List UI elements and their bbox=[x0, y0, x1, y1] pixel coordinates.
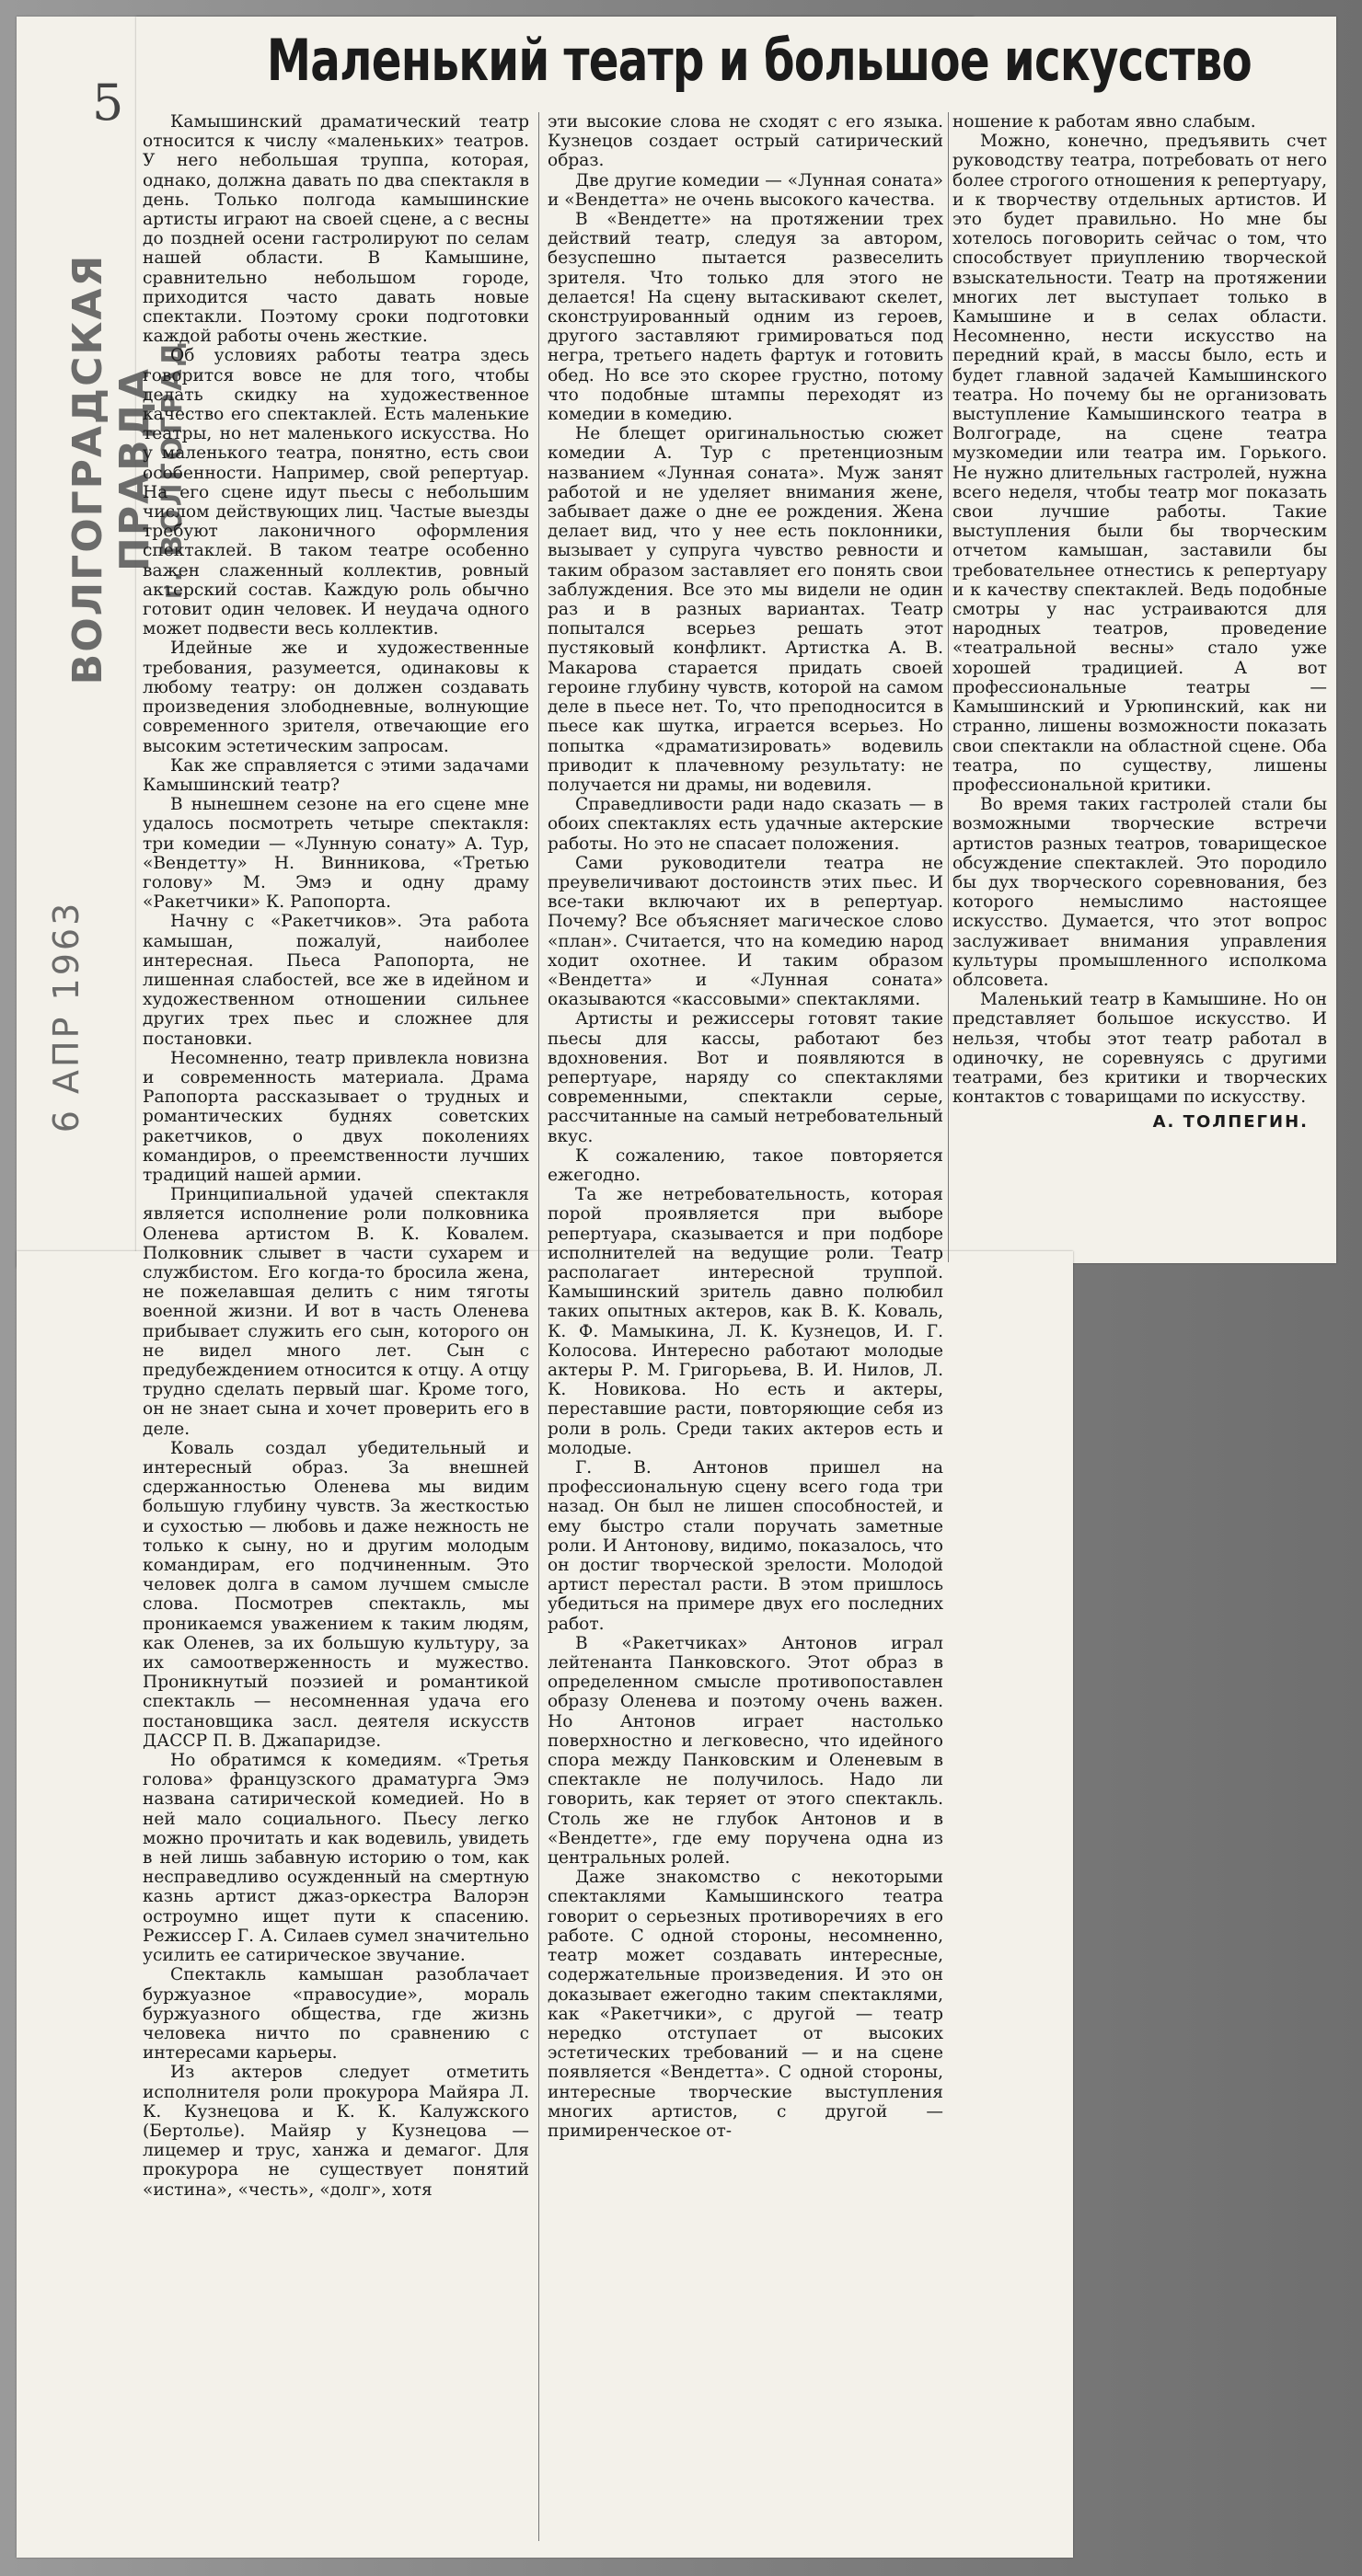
paragraph: В «Вендетте» на протяжении трех действий театр, следуя за автором, безуспешно пытается развеселить зрителя. Что только для этого не делается! На сцену вытаскивают скелет, сконструированный одним из героев, другого заставляют гримироваться под негра, третьего надеть фартук и готовить обед. Но все это скорее грустно, потому что подобные штампы переходят из комедии в комедию. bbox=[548, 210, 943, 425]
paragraph: ношение к работам явно слабым. bbox=[952, 112, 1256, 132]
stamp-city: г. ВОЛГОГРАД bbox=[156, 339, 189, 600]
article-title: Маленький театр и большое искусство bbox=[266, 26, 1252, 94]
paragraph: В «Ракетчиках» Антонов играл лейтенанта Панковского. Этот образ в определенном смысле противопоставлен образу Оленева и поэтому очень важен. Но Антонов играет настолько поверхностно и легковесно, что идейного спора между Панковским и Оленевым в спектакле не получилось. Надо ли говорить, как теряет от этого спектакль. Столь же не глубок Антонов и в «Вендетте», где ему поручена одна из центральных ролей. bbox=[548, 1633, 943, 1869]
paragraph: Идейные же и художественные требования, разумеется, одинаковы к любому театру: он должен создавать произведения злободневные, волнующие современного зрителя, отвечающие его высоким эстетическим запросам. bbox=[143, 638, 529, 756]
stamp-newspaper-name: ВОЛГОГРАДСКАЯ ПРАВДА bbox=[64, 253, 158, 685]
article-column-1 bbox=[143, 112, 529, 2200]
newspaper-stamp bbox=[37, 253, 189, 754]
handwritten-margin-mark: 5 bbox=[92, 74, 124, 132]
paragraph: Артисты и режиссеры готовят такие пьесы для кассы, работают без вдохновения. Вот и появляются в репертуаре, наряду со спектаклями современными, спектакли серые, рассчитанные на самый нетребовательный вкус. bbox=[548, 1009, 943, 1146]
paragraph: Даже знакомство с некоторыми спектаклями Камышинского театра говорит о серьезных противоречиях в его работе. С одной стороны, несомненно, театр может создавать интересные, содержательные произведения. И это он доказывает ежегодно таким спектаклями, как «Ракетчики», с другой — театр нередко отступает от высоких эстетических требований — и на сцене появляется «Вендетта». С одной стороны, интересные творческие выступления многих артистов, с другой — примиренческое от- bbox=[548, 1868, 943, 2141]
paragraph: Начну с «Ракетчиков». Эта работа камышан, пожалуй, наиболее интересная. Пьеса Рапопорта, не лишенная слабостей, все же в идейном и художественном отношении сильнее других трех пьес и сложнее для постановки. bbox=[143, 912, 529, 1049]
paragraph: эти высокие слова не сходят с его языка. Кузнецов создает острый сатирический образ. bbox=[548, 112, 943, 171]
article-column-2 bbox=[548, 112, 943, 2141]
paragraph: Можно, конечно, предъявить счет руководству театра, потребовать от него более строгого отношения к репертуару, и к творчеству отдельных артистов. И это будет правильно. Но мне бы хотелось поговорить сейчас о том, что способствует приуплению творческой взыскательности. Театр на протяжении многих лет выступает только в Камышине и в селах области. Несомненно, нести искусство на передний край, в массы было, есть и будет главной задачей Камышинского театра. Но почему бы не организовать выступление Камышинского театра в Волгограде, на сцене театра музкомедии или театра им. Горького. Не нужно длительных гастролей, нужна всего неделя, чтобы театр мог показать свои лучшие работы. Такие выступления были бы творческим отчетом камышан, заставили бы требовательнее отнестись к репертуару и к качеству спектаклей. Ведь подобные смотры у нас устраиваются для народных театров, проведение «театральной весны» стало уже хорошей традицией. А вот профессиональные театры — Камышинский и Урюпинский, как ни странно, лишены возможности показать свои спектакли на областной сцене. Оба театра, по существу, лишены профессиональной критики. bbox=[952, 132, 1327, 795]
date-stamp bbox=[28, 856, 110, 1187]
paragraph: Из актеров следует отметить исполнителя роли прокурора Майяра Л. К. Кузнецова и К. К. Калужского (Бертолье). Майяр у Кузнецова — лицемер и трус, ханжа и демагог. Для прокурора не существует понятий «истина», «честь», «долг», хотя bbox=[143, 2063, 529, 2200]
paragraph: Сами руководители театра не преувеличивают достоинств этих пьес. И все-таки включают их в репертуар. Почему? Все объясняет магическое слово «план». Считается, что на комедию народ ходит охотнее. И таким образом «Вендетта» и «Лунная соната» оказываются «кассовыми» спектаклями. bbox=[548, 853, 943, 1010]
paragraph: Не блещет оригинальностью сюжет комедии А. Тур с претенциозным названием «Лунная соната». Муж занят работой и не уделяет внимания жене, забывает даже о дне ее рождения. Жена делает вид, что у нее есть поклонники, вызывает у супруга чувство ревности и таким образом заставляет его понять свои заблуждения. Все это мы видели не один раз и в разных вариантах. Театр попытался всерьез решать этот пустяковый конфликт. Артистка А. В. Макарова старается придать своей героине глубину чувств, которой на самом деле в пьесе нет. То, что преподносится в пьесе как шутка, играется всерьез. Но попытка «драматизировать» водевиль приводит к плачевному результату: не получается ни драмы, ни водевиля. bbox=[548, 424, 943, 795]
paragraph: Та же нетребовательность, которая порой проявляется при выборе репертуара, сказывается и при подборе исполнителей на ведущие роли. Театр располагает интересной труппой. Камышинский зритель давно полюбил таких опытных актеров, как В. К. Коваль, К. Ф. Мамыкина, Л. К. Кузнецов, И. Г. Колосова. Интересно работают молодые актеры Р. М. Григорьева, В. И. Нилов, Л. К. Новикова. Но есть и актеры, переставшие расти, повторяющие себя из роли в роль. Среди таких актеров есть и молодые. bbox=[548, 1185, 943, 1458]
paragraph: Об условиях работы театра здесь говорится вовсе не для того, чтобы делать скидку на художественное качество его спектаклей. Есть маленькие театры, но нет маленького искусства. Но у маленького театра, понятно, есть свои особенности. Например, свой репертуар. На его сцене идут пьесы с небольшим числом действующих лиц. Частые выезды требуют лаконичного оформления спектаклей. В таком театре особенно важен слаженный коллектив, ровный актерский состав. Каждую роль обычно готовит один человек. И неудача одного может подвести весь коллектив. bbox=[143, 346, 529, 639]
paragraph: Но обратимся к комедиям. «Третья голова» французского драматурга Эмэ названа сатирической комедией. Но в ней мало социального. Пьесу легко можно прочитать и как водевиль, увидеть в ней лишь забавную историю о том, как несправедливо осужденный на смертную казнь артист джаз-оркестра Валорэн остроумно ищет пути к спасению. Режиссер Г. А. Силаев сумел значительно усилить ее сатирическое звучание. bbox=[143, 1751, 529, 1966]
paragraph: Во время таких гастролей стали бы возможными творческие встречи артистов разных театров, товарищеское обсуждение спектаклей. Это породило бы дух творческого соревнования, без которого немыслимо настоящее искусство. Думается, что этот вопрос заслуживает внимания управления культуры промышленного исполкома облсовета. bbox=[952, 795, 1327, 990]
paragraph: К сожалению, такое повторяется ежегодно. bbox=[548, 1145, 943, 1185]
column-rule bbox=[538, 112, 539, 2541]
stamp-date: 6 АПР 1963 bbox=[46, 900, 87, 1133]
paragraph: Как же справляется с этими задачами Камышинский театр? bbox=[143, 755, 529, 795]
paragraph: Две другие комедии — «Лунная соната» и «Вендетта» не очень высокого качества. bbox=[548, 170, 943, 210]
paragraph: Принципиальной удачей спектакля является исполнение роли полковника Оленева артистом В. К. Ковалем. Полковник слывет в части сухарем и службистом. Его когда-то бросила жена, не пожелавшая делить с ним тяготы военной жизни. И вот в часть Оленева прибывает служить его сын, которого он не видел много лет. Сын с предубеждением относится к отцу. А отцу трудно сделать первый шаг. Кроме того, он не знает сына и хочет проверить его в деле. bbox=[143, 1185, 529, 1439]
paragraph: Г. В. Антонов пришел на профессиональную сцену всего года три назад. Он был не лишен способностей, и ему быстро стали поручать заметные роли. И Антонову, видимо, показалось, что он достиг творческой зрелости. Молодой артист перестал расти. В этом пришлось убедиться на примере двух его последних работ. bbox=[548, 1458, 943, 1634]
paragraph: Камышинский драматический театр относится к числу «маленьких» театров. У него небольшая труппа, которая, однако, должна давать по два спектакля в день. Только полгода камышинские артисты играют на своей сцене, а с весны до поздней осени гастролируют по селам нашей области. В Камышине, сравнительно небольшом городе, приходится часто давать новые спектакли. Поэтому сроки подготовки каждой работы очень жесткие. bbox=[143, 112, 529, 347]
headline bbox=[189, 9, 1330, 110]
column-rule bbox=[948, 112, 949, 1262]
paragraph: В нынешнем сезоне на его сцене мне удалось посмотреть четыре спектакля: три комедии — «Лунную сонату» А. Тур, «Вендетту» Н. Винникова, «Третью голову» М. Эмэ и одну драму «Ракетчики» К. Рапопорта. bbox=[143, 795, 529, 913]
paragraph: Несомненно, театр привлекла новизна и современность материала. Драма Рапопорта рассказывает о трудных и романтических буднях советских ракетчиков, о двух поколениях командиров, о преемственности лучших традиций нашей армии. bbox=[143, 1048, 529, 1185]
paragraph: Коваль создал убедительный и интересный образ. За внешней сдержанностью Оленева мы видим большую глубину чувств. За жесткостью и сухостью — любовь и даже нежность не только к сыну, но и другим молодым командирам, его подчиненным. Это человек долга в самом лучшем смысле слова. Посмотрев спектакль, мы проникаемся уважением к таким людям, как Оленев, за их большую культуру, за их самоотверженность и мужество. Проникнутый поэзией и романтикой спектакль — несомненная удача его постановщика засл. деятеля искусств ДАССР П. В. Джапаридзе. bbox=[143, 1438, 529, 1751]
paragraph: Спектакль камышан разоблачает буржуазное «правосудие», мораль буржуазного общества, где жизнь человека ничто по сравнению с интересами карьеры. bbox=[143, 1965, 529, 2064]
article-column-3 bbox=[952, 112, 1327, 1133]
paragraph: Маленький театр в Камышине. Но он представляет большое искусство. И нельзя, чтобы этот театр работал в одиночку, не соревнуясь с другими театрами, без критики и творческих контактов с товарищами по искусству. bbox=[952, 990, 1327, 1108]
author-signature: А. ТОЛПЕГИН. bbox=[1152, 1112, 1309, 1133]
paragraph: Справедливости ради надо сказать — в обоих спектаклях есть удачные актерские работы. Но это не спасает положения. bbox=[548, 795, 943, 854]
